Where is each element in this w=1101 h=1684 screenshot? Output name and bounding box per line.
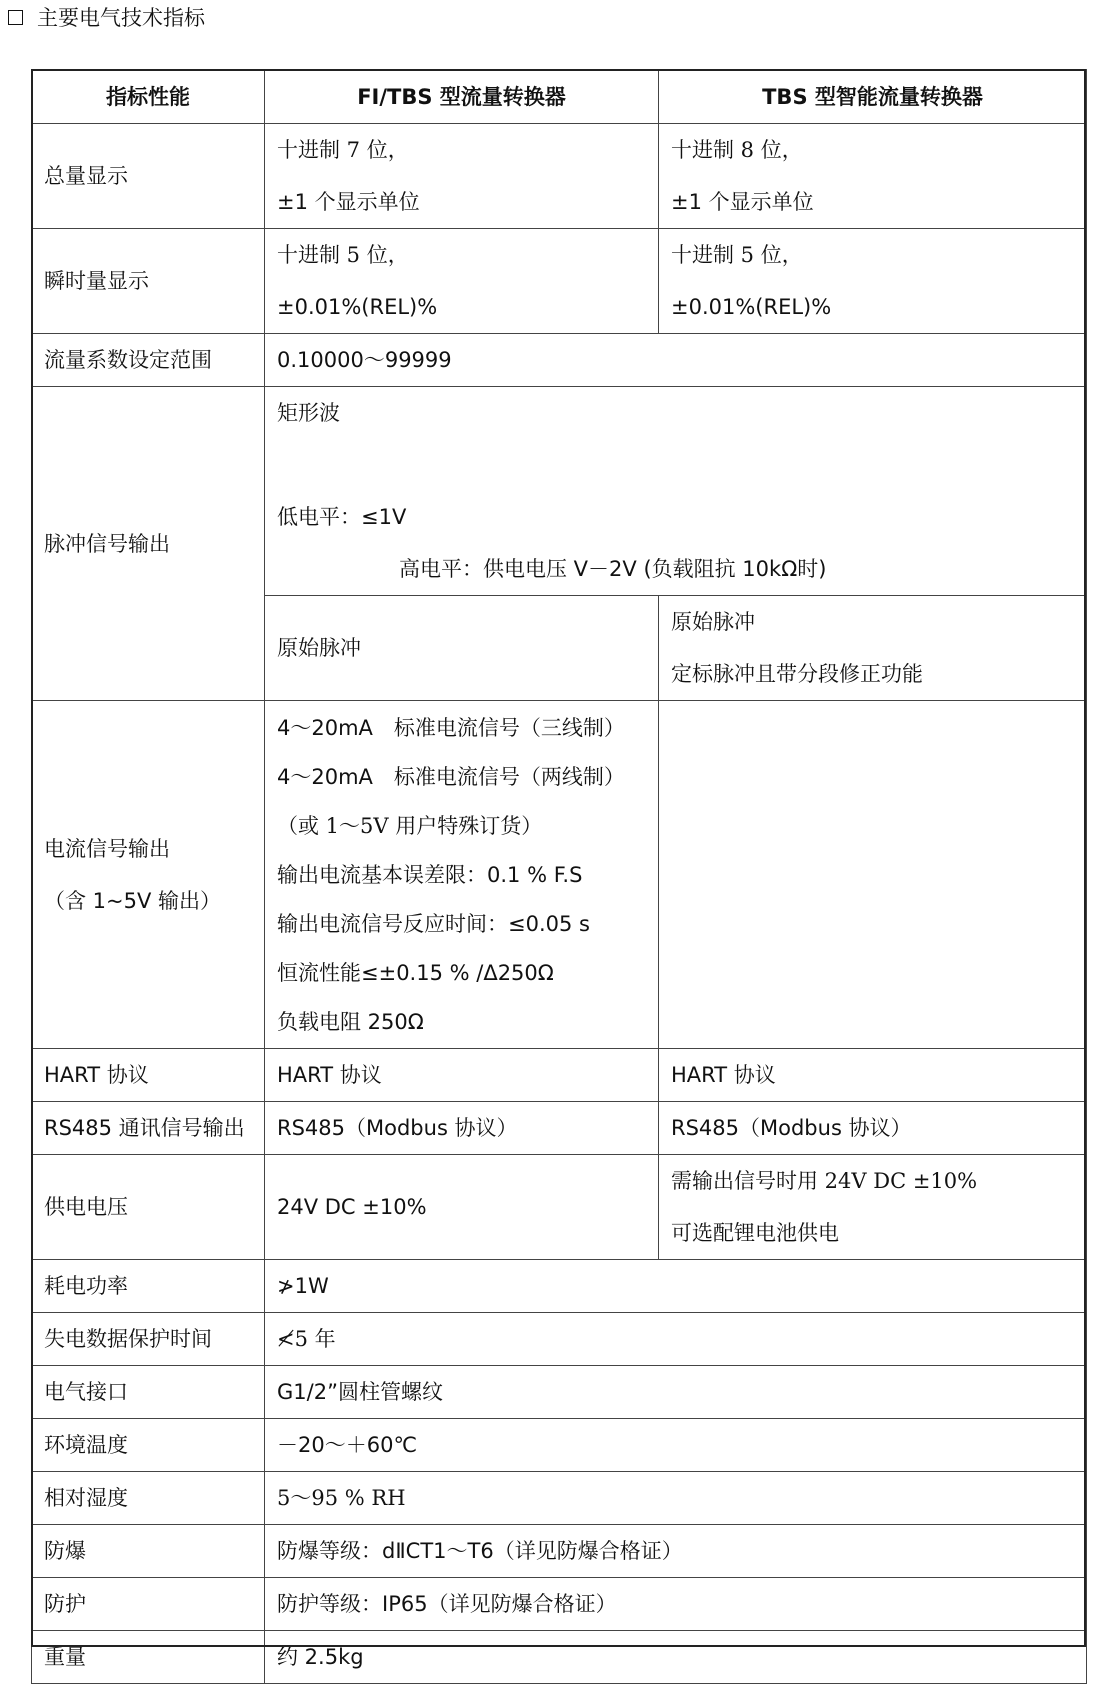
row-label: 脉冲信号输出	[32, 387, 265, 701]
cell-fi: RS485（Modbus 协议）	[265, 1102, 659, 1155]
cell-fi: 原始脉冲	[265, 596, 659, 701]
cell-line: （或 1～5V 用户特殊订货）	[277, 814, 543, 838]
table-row-coef	[32, 334, 1087, 387]
row-label: 重量	[32, 1631, 265, 1684]
header-tbs-smart: TBS 型智能流量转换器	[659, 70, 1087, 124]
cell-line: 十进制 8 位，	[671, 138, 803, 162]
cell-tbs	[659, 124, 1087, 229]
cell-fi: HART 协议	[265, 1049, 659, 1102]
header-fi-tbs: FI/TBS 型流量转换器	[265, 70, 659, 124]
table-row-total	[32, 124, 1087, 229]
cell-value: －20～＋60℃	[265, 1419, 1087, 1472]
cell-fi	[265, 229, 659, 334]
cell-tbs	[659, 229, 1087, 334]
checkbox-square-icon	[8, 10, 23, 25]
cell-fi	[265, 124, 659, 229]
cell-line: 电流信号输出	[44, 836, 170, 861]
row-label: 防护	[32, 1578, 265, 1631]
cell-tbs: HART 协议	[659, 1049, 1087, 1102]
cell-tbs-empty	[659, 701, 1087, 1049]
row-label: RS485 通讯信号输出	[32, 1102, 265, 1155]
cell-line: 4～20mA 标准电流信号（两线制）	[277, 765, 625, 789]
square-wave-label: 矩形波	[277, 401, 340, 425]
cell-line: 十进制 5 位，	[671, 243, 803, 267]
row-label: 瞬时量显示	[32, 229, 265, 334]
square-wave-low-line	[277, 387, 1074, 543]
cell-tbs: RS485（Modbus 协议）	[659, 1102, 1087, 1155]
cell-square-wave	[265, 387, 1087, 596]
cell-fi: 24V DC ±10%	[265, 1155, 659, 1260]
cell-value: ≯1W	[265, 1260, 1087, 1313]
cell-line: ±1 个显示单位	[277, 190, 420, 214]
cell-line: 4～20mA 标准电流信号（三线制）	[277, 716, 625, 740]
cell-value: 防爆等级：dⅡCT1～T6（详见防爆合格证）	[265, 1525, 1087, 1578]
row-label: 失电数据保护时间	[32, 1313, 265, 1366]
row-label: 流量系数设定范围	[32, 334, 265, 387]
table-row-protection	[32, 1578, 1087, 1631]
table-row-instant	[32, 229, 1087, 334]
table-header-row	[32, 70, 1087, 124]
square-wave-low: 低电平：≤1V	[277, 505, 407, 529]
cell-line: （含 1~5V 输出）	[44, 888, 222, 913]
table-row-rs485	[32, 1102, 1087, 1155]
table-row-retention	[32, 1313, 1087, 1366]
cell-line: 定标脉冲且带分段修正功能	[671, 662, 923, 686]
cell-line: 十进制 7 位，	[277, 138, 409, 162]
cell-line: ±1 个显示单位	[671, 190, 814, 214]
row-label: 相对湿度	[32, 1472, 265, 1525]
header-indicator: 指标性能	[32, 70, 265, 124]
table-row-current	[32, 701, 1087, 1049]
cell-value: 5～95 % RH	[265, 1472, 1087, 1525]
row-label: 供电电压	[32, 1155, 265, 1260]
square-wave-high: 高电平：供电电压 V－2V (负载阻抗 10kΩ时)	[399, 557, 827, 581]
cell-tbs	[659, 596, 1087, 701]
table-row-weight	[32, 1631, 1087, 1684]
cell-tbs	[659, 1155, 1087, 1260]
spec-table	[31, 69, 1087, 1684]
cell-value: G1/2”圆柱管螺纹	[265, 1366, 1087, 1419]
row-label: HART 协议	[32, 1049, 265, 1102]
row-label: 总量显示	[32, 124, 265, 229]
cell-line: 输出电流基本误差限：0.1 % F.S	[277, 863, 583, 887]
cell-fi	[265, 701, 659, 1049]
cell-line: ±0.01%(REL)%	[277, 295, 438, 319]
row-label: 环境温度	[32, 1419, 265, 1472]
cell-value: 约 2.5kg	[265, 1631, 1087, 1684]
cell-value: ≮5 年	[265, 1313, 1087, 1366]
table-row-consumption	[32, 1260, 1087, 1313]
row-label: 防爆	[32, 1525, 265, 1578]
cell-line: 原始脉冲	[671, 610, 755, 634]
cell-line: 可选配锂电池供电	[671, 1221, 839, 1245]
row-label	[32, 701, 265, 1049]
table-row-interface	[32, 1366, 1087, 1419]
section-heading	[8, 2, 205, 32]
cell-value: 0.10000～99999	[265, 334, 1087, 387]
cell-line: 负载电阻 250Ω	[277, 1010, 424, 1034]
table-row-power	[32, 1155, 1087, 1260]
cell-line: ±0.01%(REL)%	[671, 295, 832, 319]
cell-value: 防护等级：IP65（详见防爆合格证）	[265, 1578, 1087, 1631]
table-row-explosion	[32, 1525, 1087, 1578]
row-label: 电气接口	[32, 1366, 265, 1419]
table-row-hart	[32, 1049, 1087, 1102]
cell-line: 需输出信号时用 24V DC ±10%	[671, 1169, 978, 1193]
row-label: 耗电功率	[32, 1260, 265, 1313]
cell-line: 恒流性能≤±0.15 % /Δ250Ω	[277, 961, 554, 985]
section-heading-text: 主要电气技术指标	[37, 6, 205, 30]
cell-line: 输出电流信号反应时间：≤0.05 s	[277, 912, 590, 936]
cell-line: 十进制 5 位，	[277, 243, 409, 267]
table-row-pulse-square	[32, 387, 1087, 596]
table-row-temp	[32, 1419, 1087, 1472]
table-row-humidity	[32, 1472, 1087, 1525]
